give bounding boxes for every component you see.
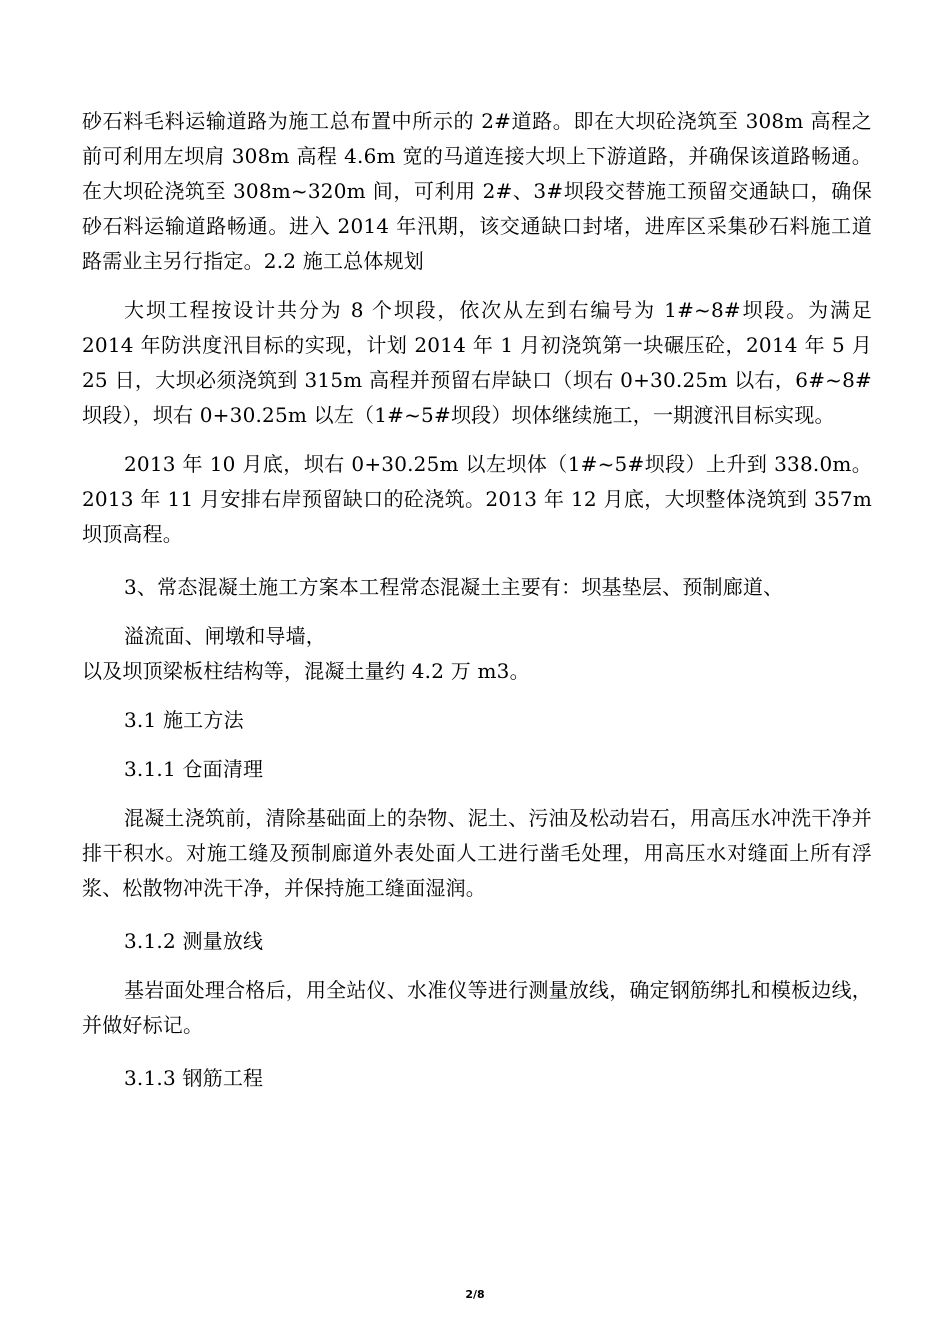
paragraph-schedule: 2013 年 10 月底，坝右 0+30.25m 以左坝体（1#~5#坝段）上升到 338.0m。2013 年 11 月安排右岸预留缺口的砼浇筑。2013 年 12 月底，大坝整体浇筑到 357m 坝顶高程。 xyxy=(82,452,872,546)
paragraph-surveying: 基岩面处理合格后，用全站仪、水准仪等进行测量放线，确定钢筋绑扎和模板边线，并做好标记。 xyxy=(82,978,872,1037)
heading-3-1-3: 3.1.3 钢筋工程 xyxy=(124,1066,264,1090)
heading-3-1-2: 3.1.2 测量放线 xyxy=(124,929,264,953)
paragraph-road-transport: 砂石料毛料运输道路为施工总布置中所示的 2#道路。即在大坝砼浇筑至 308m 高程之前可利用左坝肩 308m 高程 4.6m 宽的马道连接大坝上下游道路，并确保该道路畅通。在大坝砼浇筑至 308m~320m 间，可利用 2#、3#坝段交替施工预留交通缺口，确保砂石料运输道路畅通。进入 2014 年汛期，该交通缺口封堵，进库区采集砂石料施工道路需业主另行指定。2.2 施工总体规划 xyxy=(82,109,872,273)
text-line-spillway: 溢流面、闸墩和导墙， xyxy=(124,624,326,648)
page-number: 2/8 xyxy=(465,1288,485,1301)
heading-3-1: 3.1 施工方法 xyxy=(124,708,244,732)
section-heading-conventional-concrete: 3、常态混凝土施工方案本工程常态混凝土主要有：坝基垫层、预制廊道、 xyxy=(124,575,784,599)
document-body xyxy=(82,104,872,1096)
text-line-dam-crest: 以及坝顶梁板柱结构等，混凝土量约 4.2 万 m3。 xyxy=(82,659,530,683)
paragraph-overall-plan: 大坝工程按设计共分为 8 个坝段，依次从左到右编号为 1#~8#坝段。为满足 2014 年防洪度汛目标的实现，计划 2014 年 1 月初浇筑第一块碾压砼，2014 年 5 月 25 日，大坝必须浇筑到 315m 高程并预留右岸缺口（坝右 0+30.25m 以右，6#~8#坝段），坝右 0+30.25m 以左（1#~5#坝段）坝体继续施工，一期渡汛目标实现。 xyxy=(82,298,872,427)
heading-3-1-1: 3.1.1 仓面清理 xyxy=(124,757,264,781)
paragraph-surface-cleaning: 混凝土浇筑前，清除基础面上的杂物、泥土、污油及松动岩石，用高压水冲洗干净并排干积水。对施工缝及预制廊道外表处面人工进行凿毛处理，用高压水对缝面上所有浮浆、松散物冲洗干净，并保持施工缝面湿润。 xyxy=(82,806,872,900)
